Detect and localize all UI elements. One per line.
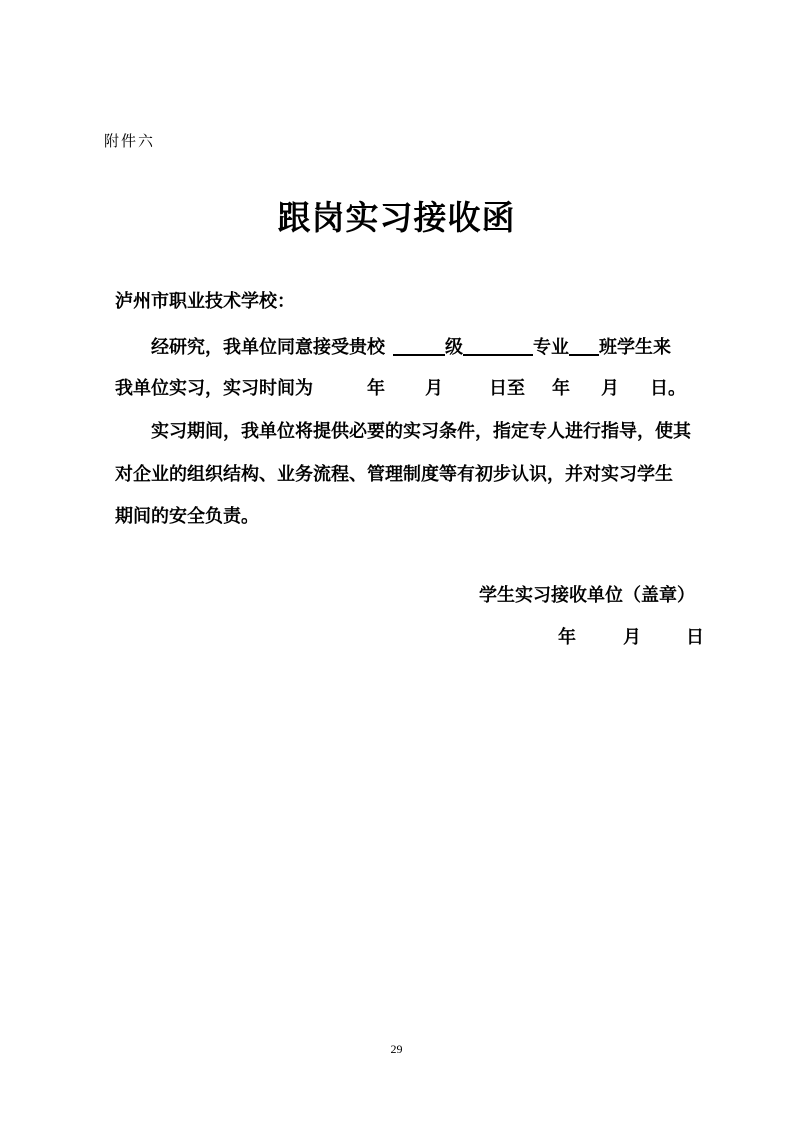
grade-blank [393,336,445,356]
major-blank [463,336,533,356]
para1-intro-text: 经研究，我单位同意接受贵校 [151,337,385,358]
signature-day-label: 日 [686,627,704,648]
receiving-unit-seal-label: 学生实习接收单位（盖章） [479,585,695,606]
page-title: 跟岗实习接收函 [277,198,516,237]
class-blank [569,336,599,356]
class-label: 班学生来 [599,337,671,358]
paragraph-1-line-1 [151,336,671,359]
start-day-to-label: 日至 [489,378,525,399]
signature-month-label: 月 [623,627,641,648]
paragraph-2-line-3: 期间的安全负责。 [115,506,259,527]
paragraph-2-line-1: 实习期间，我单位将提供必要的实习条件，指定专人进行指导，使其 [151,421,691,442]
grade-label: 级 [445,337,463,358]
internship-period-label: 我单位实习，实习时间为 [115,378,313,399]
start-year-label: 年 [367,378,385,399]
addressee: 泸州市职业技术学校： [115,291,295,312]
paragraph-2-line-2: 对企业的组织结构、业务流程、管理制度等有初步认识，并对实习学生 [115,464,673,485]
major-label: 专业 [533,337,569,358]
page-number: 29 [390,1042,403,1056]
signature-year-label: 年 [558,627,576,648]
end-month-label: 月 [601,378,619,399]
end-day-label: 日。 [650,378,686,399]
attachment-label: 附件六 [104,132,156,150]
end-year-label: 年 [552,378,570,399]
start-month-label: 月 [425,378,443,399]
